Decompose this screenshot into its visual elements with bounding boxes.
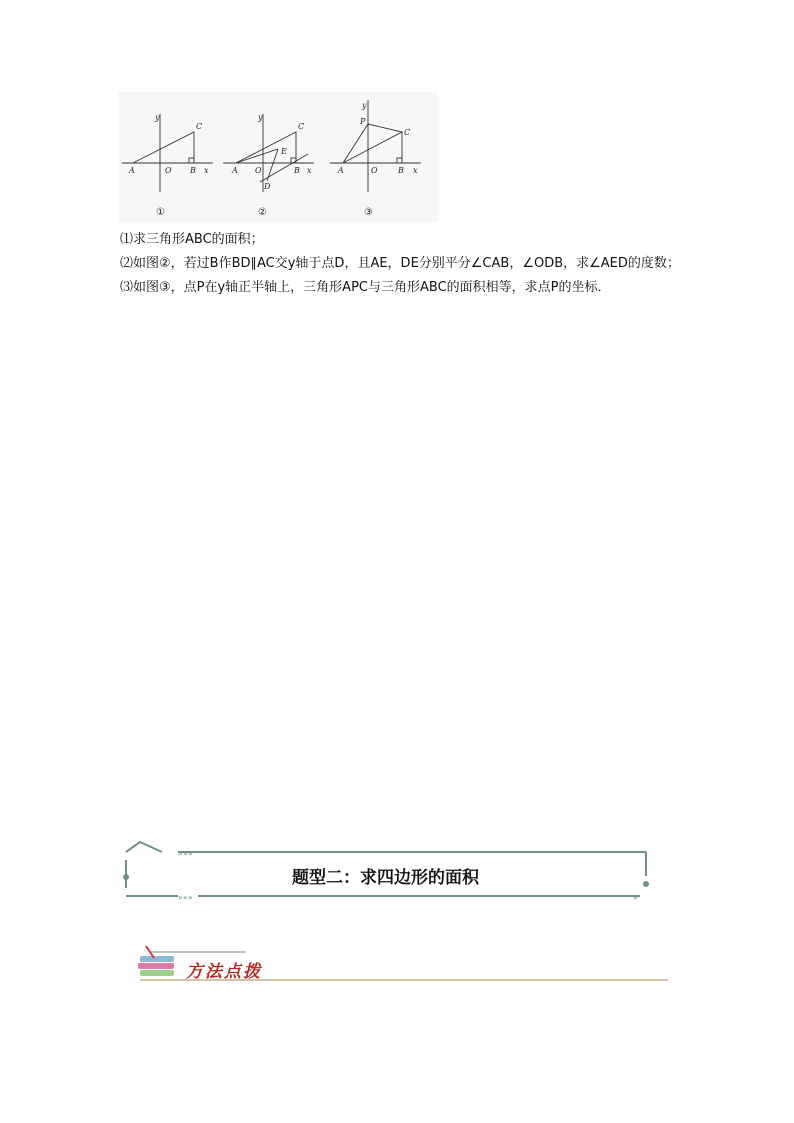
fig2-label-d: D: [264, 182, 271, 191]
banner-roof-left: [126, 842, 162, 852]
fig3-label-p: P: [360, 117, 366, 126]
fig1-label-c: C: [196, 122, 203, 131]
banner-chevrons-right: »: [633, 893, 638, 902]
question-2: ⑵如图②，若过B作BD∥AC交y轴于点D，且AE，DE分别平分∠CAB，∠ODB，求∠AED的度数；: [120, 256, 680, 271]
section-title: 题型二：求四边形的面积: [292, 868, 479, 888]
section-banner: [118, 836, 653, 906]
fig2-label-o: O: [255, 166, 262, 175]
fig1-label-x: x: [204, 166, 209, 175]
question-1: ⑴求三角形ABC的面积；: [120, 232, 264, 247]
fig2-label-a: A: [232, 166, 238, 175]
method-title: 方法点拨: [186, 962, 262, 982]
fig3-label-c: C: [404, 128, 411, 137]
banner-chevrons-top: »»»: [178, 849, 193, 858]
fig1-label-a: A: [129, 166, 135, 175]
fig3-label-o: O: [371, 166, 378, 175]
books-icon: [138, 946, 174, 976]
fig3-label-b: B: [398, 166, 404, 175]
fig2-label-x: x: [307, 166, 312, 175]
figure-panel: [118, 92, 438, 222]
geometry-figures: [118, 92, 438, 222]
figure-background: [118, 92, 438, 222]
fig2-label-e: E: [281, 147, 287, 156]
fig2-label-b: B: [294, 166, 300, 175]
question-list: [120, 228, 680, 300]
fig3-caption: ③: [364, 207, 373, 218]
fig1-label-b: B: [190, 166, 196, 175]
fig2-label-y: y: [258, 113, 263, 122]
fig1-label-o: O: [165, 166, 172, 175]
fig1-caption: ①: [156, 207, 165, 218]
fig2-caption: ②: [258, 207, 267, 218]
fig3-label-a: A: [338, 166, 344, 175]
fig2-label-c: C: [298, 122, 305, 131]
banner-chevrons-bottom: »»»: [178, 893, 193, 902]
question-3: ⑶如图③，点P在y轴正半轴上，三角形APC与三角形ABC的面积相等，求点P的坐标．: [120, 280, 611, 295]
fig1-label-y: y: [155, 113, 160, 122]
fig3-label-x: x: [413, 166, 418, 175]
fig3-label-y: y: [362, 101, 367, 110]
method-header: [136, 942, 676, 992]
